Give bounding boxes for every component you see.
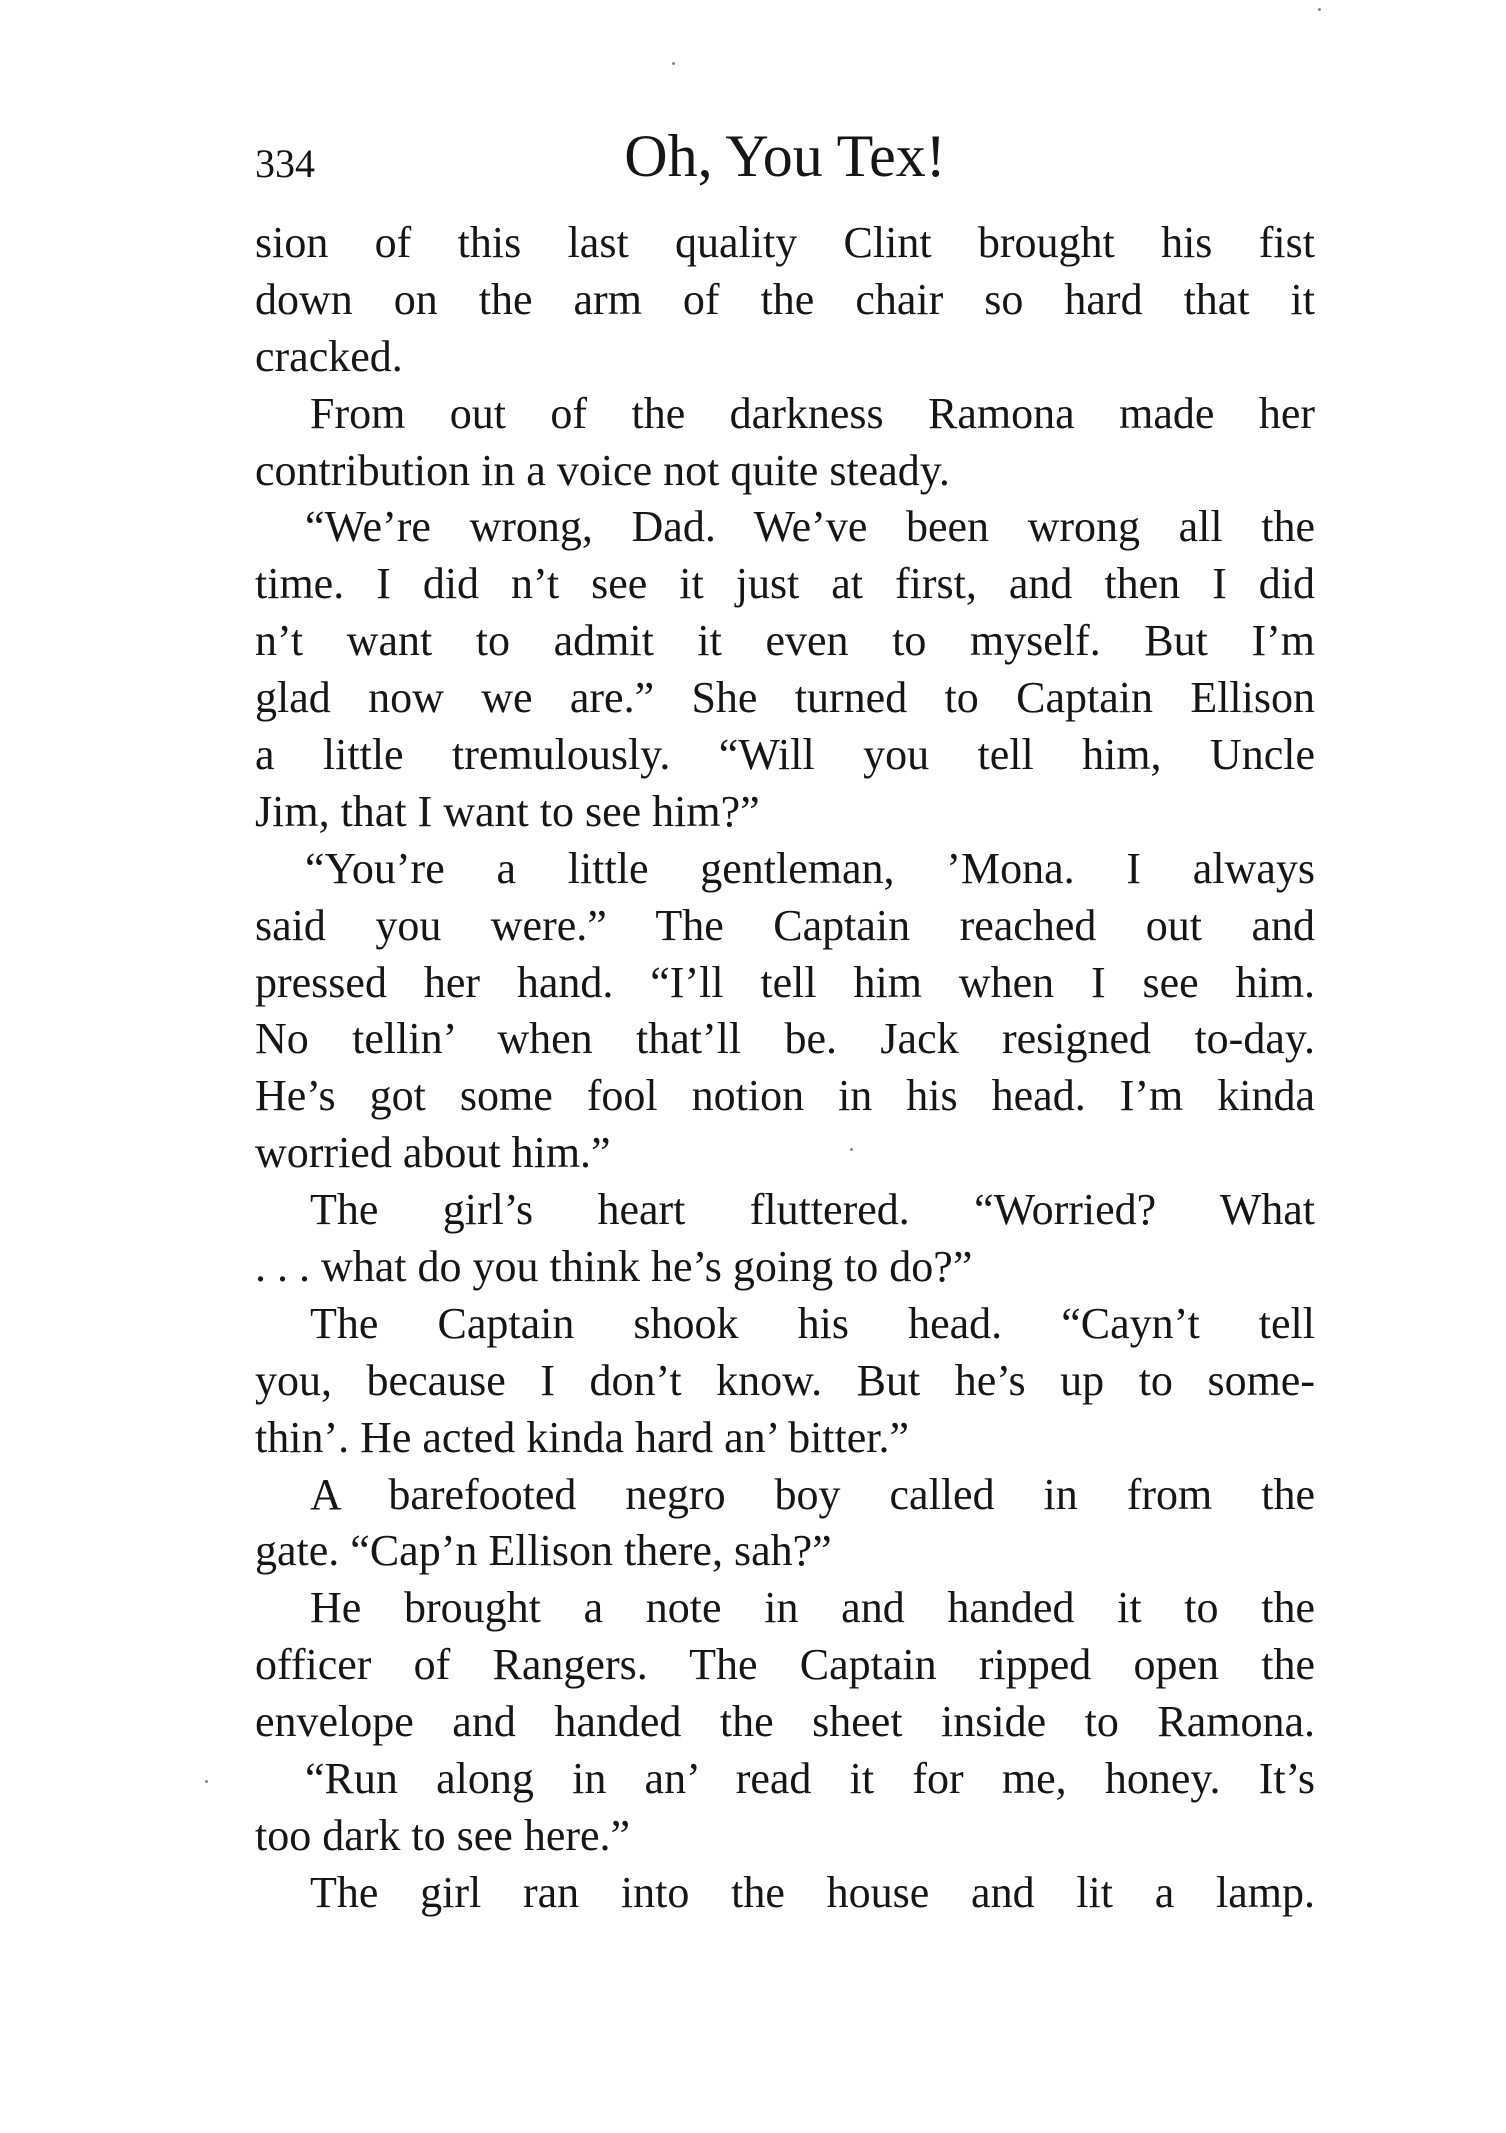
text-line: . . . what do you think he’s going to do?” — [255, 1242, 973, 1292]
text-line: gate. “Cap’n Ellison there, sah?” — [255, 1526, 832, 1576]
text-line: time. I did n’t see it just at first, and then I did — [255, 559, 1315, 609]
text-line: n’t want to admit it even to myself. But I’m — [255, 616, 1315, 666]
text-line: cracked. — [255, 331, 403, 381]
text-line: said you were.” The Captain reached out and — [255, 900, 1315, 950]
paper-speck — [1318, 8, 1321, 11]
text-line: No tellin’ when that’ll be. Jack resigned to-day. — [255, 1014, 1315, 1064]
body-text — [255, 215, 1315, 1922]
text-line: a little tremulously. “Will you tell him, Uncle — [255, 730, 1315, 780]
text-line: worried about him.” — [255, 1128, 611, 1178]
text-line: you, because I don’t know. But he’s up to some- — [255, 1355, 1315, 1405]
text-line: pressed her hand. “I’ll tell him when I see him. — [255, 957, 1315, 1007]
text-line: “We’re wrong, Dad. We’ve been wrong all the — [305, 502, 1315, 552]
text-line: He’s got some fool notion in his head. I’m kinda — [255, 1071, 1315, 1121]
text-line: The Captain shook his head. “Cayn’t tell — [310, 1298, 1315, 1348]
text-line: glad now we are.” She turned to Captain Ellison — [255, 673, 1315, 723]
paper-speck — [672, 62, 675, 65]
text-line: thin’. He acted kinda hard an’ bitter.” — [255, 1412, 910, 1462]
page-header — [255, 120, 1315, 200]
text-line: sion of this last quality Clint brought his fist — [255, 218, 1315, 267]
text-line: Jim, that I want to see him?” — [255, 786, 760, 836]
running-title: Oh, You Tex! — [624, 123, 946, 189]
text-line: The girl’s heart fluttered. “Worried? What — [310, 1185, 1315, 1235]
text-line: “Run along in an’ read it for me, honey. It’s — [305, 1754, 1315, 1804]
text-line: officer of Rangers. The Captain ripped open the — [255, 1640, 1315, 1690]
paper-speck — [850, 1148, 853, 1151]
text-line: A barefooted negro boy called in from the — [310, 1469, 1315, 1519]
text-line: too dark to see here.” — [255, 1810, 631, 1860]
text-line: From out of the darkness Ramona made her — [310, 388, 1315, 438]
text-line: He brought a note in and handed it to the — [310, 1583, 1315, 1633]
text-line: The girl ran into the house and lit a lamp. — [310, 1867, 1315, 1917]
text-line: down on the arm of the chair so hard that it — [255, 274, 1315, 324]
page-number: 334 — [255, 141, 315, 186]
text-line: “You’re a little gentleman, ’Mona. I always — [305, 843, 1315, 893]
paper-speck — [205, 1780, 208, 1783]
text-line: envelope and handed the sheet inside to Ramona. — [255, 1697, 1315, 1747]
text-line: contribution in a voice not quite steady. — [255, 445, 950, 495]
